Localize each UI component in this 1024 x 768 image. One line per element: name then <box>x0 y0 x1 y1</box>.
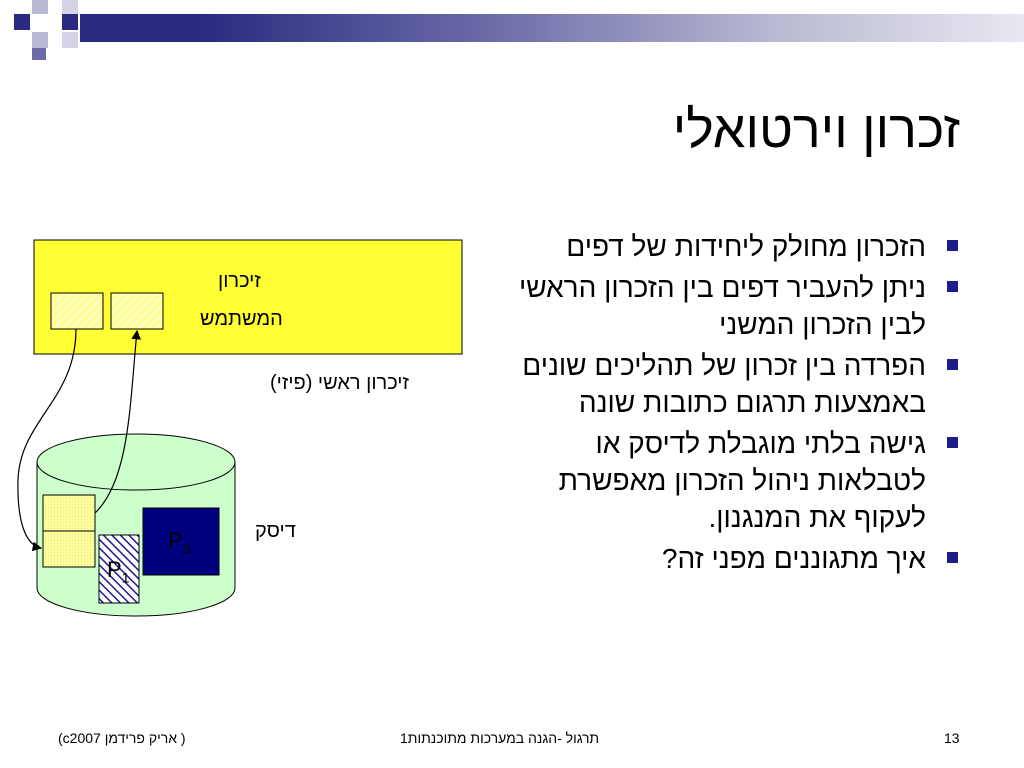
square-bullet-icon <box>947 240 958 251</box>
disk-page-1 <box>43 495 95 531</box>
bullet-text: גישה בלתי מוגבלת לדיסק או לטבלאות ניהול הזכרון מאפשרת לעקוף את המנגנון. <box>558 428 926 533</box>
p1-subscript: 1 <box>121 569 130 586</box>
bullet-text: הפרדה בין זכרון של תהליכים שונים באמצעות תרגום כתובות שונה <box>522 350 926 418</box>
bullet-item <box>492 425 962 536</box>
bullet-item <box>492 228 962 265</box>
p1-letter: P <box>107 557 122 582</box>
disk-label: דיסק <box>255 520 296 542</box>
main-memory-label: זיכרון ראשי (פיזי) <box>270 372 409 394</box>
disk-page-2 <box>43 531 95 567</box>
p3-letter: P <box>168 528 183 553</box>
bullet-list <box>492 228 962 581</box>
bullet-item <box>492 347 962 421</box>
memory-page-2 <box>111 293 163 329</box>
slide-title: זכרון וירטואלי <box>672 101 960 159</box>
square-bullet-icon <box>947 359 958 370</box>
bullet-item <box>492 540 962 577</box>
bullet-text: הזכרון מחולק ליחידות של דפים <box>566 231 926 262</box>
memory-page-1 <box>51 293 103 329</box>
square-bullet-icon <box>947 281 958 292</box>
footer-copyright: (c2007 אריק פרידמן ) <box>58 730 186 746</box>
square-bullet-icon <box>947 552 958 563</box>
user-memory-label-line1: זיכרון <box>218 270 261 292</box>
footer-course-title: 1תרגול -הגנה במערכות מתוכנתות <box>400 730 600 746</box>
footer-page-number: 13 <box>944 730 960 746</box>
bullet-item <box>492 269 962 343</box>
square-bullet-icon <box>947 437 958 448</box>
p3-subscript: 3 <box>182 540 191 557</box>
p1-label <box>107 557 129 585</box>
p3-label <box>168 528 190 556</box>
user-memory-label-line2: המשתמש <box>200 308 283 330</box>
bullet-text: ניתן להעביר דפים בין הזכרון הראשי לבין הזכרון המשני <box>518 272 926 340</box>
bullet-text: איך מתגוננים מפני זה? <box>661 543 926 574</box>
disk-cylinder-top <box>37 434 235 490</box>
